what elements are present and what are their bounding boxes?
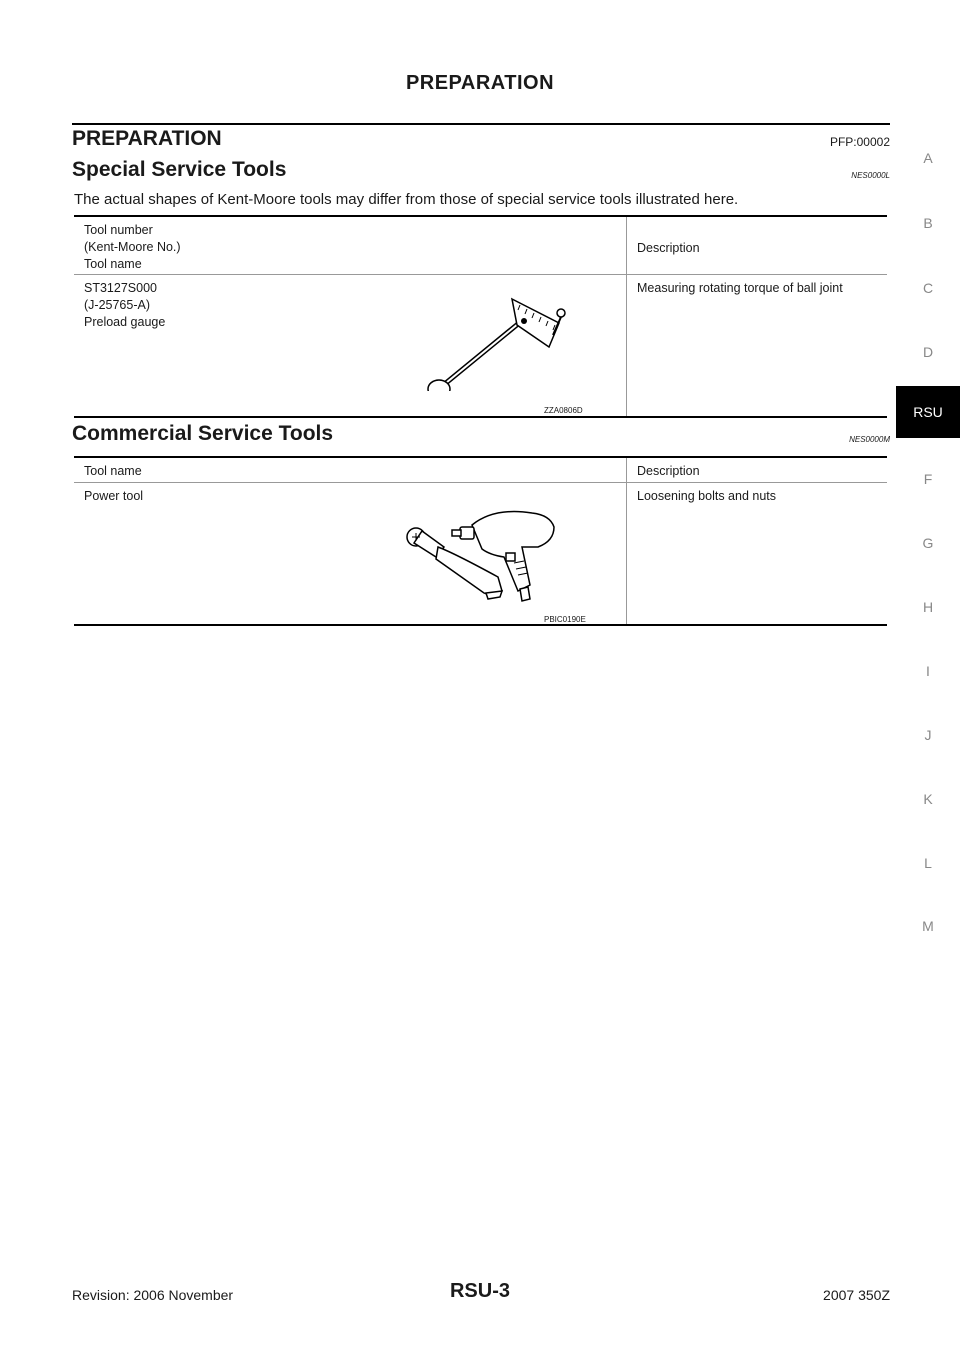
tab-l[interactable]: L bbox=[924, 855, 932, 871]
top-rule bbox=[72, 123, 890, 125]
intro-text: The actual shapes of Kent-Moore tools may differ from those of special service tools illustrated here. bbox=[74, 191, 739, 208]
tab-f[interactable]: F bbox=[923, 471, 933, 487]
footer-model: 2007 350Z bbox=[823, 1287, 890, 1303]
commercial-tools-table bbox=[74, 456, 887, 626]
description-cell: Loosening bolts and nuts bbox=[627, 483, 888, 626]
commercial-tools-code: NES0000M bbox=[849, 435, 890, 444]
figure-code: PBIC0190E bbox=[544, 615, 586, 624]
table-header-row bbox=[74, 457, 887, 483]
tool-cell bbox=[74, 275, 627, 418]
footer-page-number: RSU-3 bbox=[449, 1280, 510, 1302]
tab-a[interactable]: A bbox=[923, 150, 933, 166]
header-line: Tool name bbox=[84, 257, 142, 271]
main-title: PREPARATION bbox=[72, 127, 222, 150]
footer-revision: Revision: 2006 November bbox=[72, 1287, 234, 1303]
table-row bbox=[74, 275, 887, 418]
table-row bbox=[74, 483, 887, 626]
tool-cell bbox=[74, 483, 627, 626]
tab-h[interactable]: H bbox=[922, 599, 934, 615]
commercial-tools-title: Commercial Service Tools bbox=[72, 422, 334, 445]
kent-moore-number: (J-25765-A) bbox=[84, 298, 150, 312]
header-description-cell: Description bbox=[627, 457, 888, 483]
header-line: (Kent-Moore No.) bbox=[84, 240, 181, 254]
tab-rsu[interactable]: RSU bbox=[896, 386, 960, 438]
description-cell: Measuring rotating torque of ball joint bbox=[627, 275, 888, 418]
tab-m[interactable]: M bbox=[922, 918, 934, 934]
tool-name: Preload gauge bbox=[84, 315, 166, 329]
header-tool-cell: Tool name bbox=[74, 457, 627, 483]
table-header-row bbox=[74, 216, 887, 275]
special-tools-title: Special Service Tools bbox=[72, 158, 287, 181]
tab-b[interactable]: B bbox=[923, 215, 933, 231]
tab-g[interactable]: G bbox=[922, 535, 934, 551]
tool-number: ST3127S000 bbox=[84, 281, 157, 295]
power-tool-icon bbox=[402, 497, 582, 607]
special-tools-table bbox=[74, 215, 887, 418]
preload-gauge-icon bbox=[419, 291, 579, 391]
page-header: PREPARATION bbox=[405, 72, 555, 94]
figure-code: ZZA0806D bbox=[544, 406, 583, 415]
pfp-code: PFP:00002 bbox=[829, 135, 890, 149]
tab-j[interactable]: J bbox=[924, 727, 932, 743]
tab-k[interactable]: K bbox=[923, 791, 933, 807]
header-tool-cell bbox=[74, 216, 627, 275]
header-line: Tool number bbox=[84, 223, 153, 237]
header-description-cell: Description bbox=[627, 216, 888, 275]
special-tools-code: NES0000L bbox=[851, 171, 890, 180]
tab-d[interactable]: D bbox=[922, 344, 934, 360]
tab-c[interactable]: C bbox=[922, 280, 934, 296]
tab-i[interactable]: I bbox=[926, 663, 930, 679]
tool-name: Power tool bbox=[84, 489, 144, 503]
